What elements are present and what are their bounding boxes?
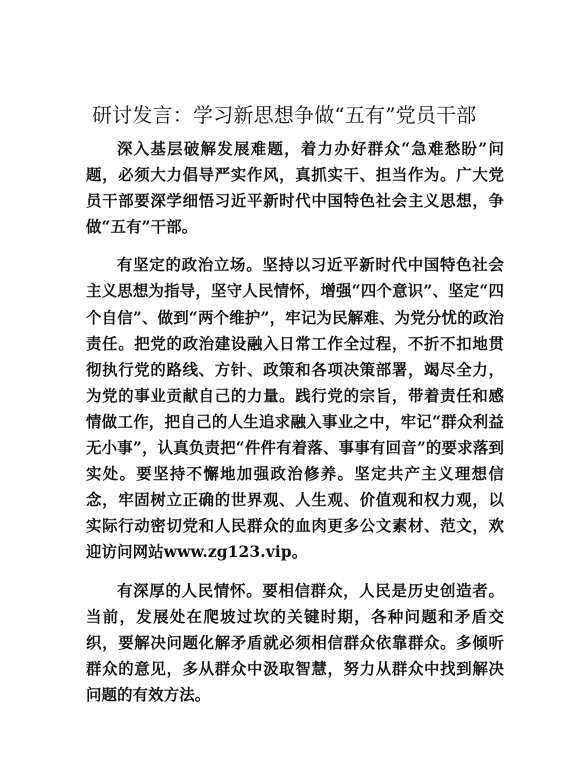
document-title: 研讨发言：学习新思想争做“五有”党员干部 — [92, 103, 477, 127]
document-body — [86, 136, 504, 708]
paragraph-people-sentiment: 有深厚的人民情怀。要相信群众，人民是历史创造者。当前，发展处在爬坡过坎的关键时期，各种问题和矛盾交织，要解决问题化解矛盾就必须相信群众依靠群众。多倾听群众的意见，多从群众中汲取智慧，努力从群众中找到解决问题的有效方法。 — [86, 581, 504, 704]
paragraph-intro: 深入基层破解发展难题，着力办好群众“急难愁盼”问题，必须大力倡导严实作风，真抓实干、担当作为。广大党员干部要深学细悟习近平新时代中国特色社会主义思想，争做“五有”干部。 — [86, 140, 504, 237]
paragraph-political-stance: 有坚定的政治立场。坚持以习近平新时代中国特色社会主义思想为指导，坚守人民情怀，增强“四个意识”、坚定“四个自信”、做到“两个维护”，牢记为民解难、为党分忧的政治责任。把党的政治建设融入日常工作全过程，不折不扣地贯彻执行党的路线、方针、政策和各项决策部署，竭尽全力，为党的事业贡献自己的力量。践行党的宗旨，带着责任和感情做工作，把自己的人生追求融入事业之中，牢记“群众利益无小事”，认真负责把“件件有着落、事事有回音”的要求落到实处。要坚持不懈地加强政治修养。坚定共产主义理想信念，牢固树立正确的世界观、人生观、价值观和权力观，以实际行动密切党和人民群众的血肉更多公文素材、范文，欢迎访问网站www.zg123.vip。 — [86, 256, 504, 562]
